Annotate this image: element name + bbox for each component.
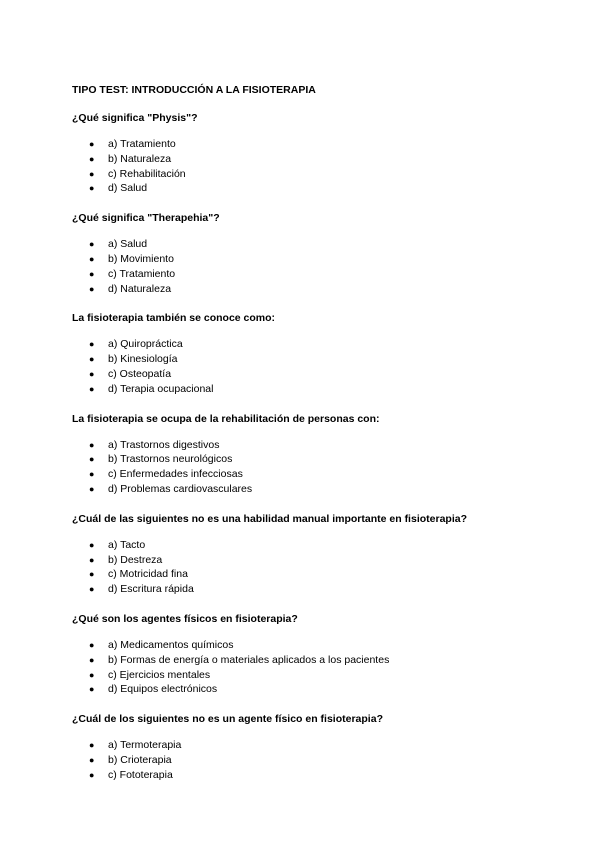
list-item	[72, 152, 542, 167]
option-label: a) Tacto	[108, 538, 146, 551]
bullet-icon: ●	[89, 439, 95, 450]
option-label: c) Ejercicios mentales	[108, 668, 211, 681]
option-label: a) Quiropráctica	[108, 338, 183, 351]
list-item	[72, 382, 542, 397]
list-item	[72, 137, 542, 152]
option-label: b) Formas de energía o materiales aplicados a los pacientes	[108, 653, 390, 666]
bullet-icon: ●	[89, 383, 95, 394]
bullet-icon: ●	[89, 354, 95, 365]
question-text: ¿Qué significa "Physis"?	[72, 112, 198, 124]
option-list	[72, 438, 542, 497]
bullet-icon: ●	[89, 639, 95, 650]
bullet-icon: ●	[89, 669, 95, 680]
option-label: c) Tratamiento	[108, 267, 176, 280]
bullet-icon: ●	[89, 684, 95, 695]
option-label: c) Fototerapia	[108, 768, 173, 781]
list-item	[72, 553, 542, 568]
option-label: b) Trastornos neurológicos	[108, 453, 233, 466]
option-label: b) Destreza	[108, 553, 163, 566]
option-list	[72, 738, 542, 782]
list-item	[72, 337, 542, 352]
option-label: d) Salud	[108, 182, 148, 195]
option-label: c) Rehabilitación	[108, 167, 186, 180]
question-block	[72, 712, 542, 782]
question-block	[72, 211, 542, 296]
bullet-icon: ●	[89, 483, 95, 494]
option-label: a) Medicamentos químicos	[108, 638, 234, 651]
option-label: a) Tratamiento	[108, 138, 176, 150]
option-label: c) Motricidad fina	[108, 568, 188, 581]
option-label: a) Salud	[108, 238, 148, 251]
bullet-icon: ●	[89, 183, 95, 194]
list-item	[72, 682, 542, 697]
bullet-icon: ●	[89, 569, 95, 580]
list-item	[72, 252, 542, 267]
question-block	[72, 111, 542, 196]
list-item	[72, 237, 542, 252]
document-page	[72, 83, 542, 783]
bullet-icon: ●	[89, 740, 95, 751]
bullet-icon: ●	[89, 339, 95, 350]
option-label: b) Movimiento	[108, 252, 174, 265]
option-label: d) Naturaleza	[108, 282, 172, 295]
option-label: a) Termoterapia	[108, 739, 182, 752]
option-label: a) Trastornos digestivos	[108, 438, 220, 451]
question-block	[72, 311, 542, 396]
question-text: La fisioterapia se ocupa de la rehabilitación de personas con:	[72, 412, 380, 425]
bullet-icon: ●	[89, 153, 95, 164]
question-text: ¿Qué significa "Therapehia"?	[72, 212, 220, 225]
question-text: ¿Cuál de las siguientes no es una habilidad manual importante en fisioterapia?	[72, 512, 467, 525]
bullet-icon: ●	[89, 268, 95, 279]
list-item	[72, 653, 542, 668]
list-item	[72, 567, 542, 582]
question-text: ¿Qué son los agentes físicos en fisioterapia?	[72, 612, 298, 625]
question-block	[72, 412, 542, 497]
list-item	[72, 768, 542, 783]
option-label: c) Enfermedades infecciosas	[108, 468, 243, 481]
list-item	[72, 267, 542, 282]
bullet-icon: ●	[89, 283, 95, 294]
bullet-icon: ●	[89, 769, 95, 780]
list-item	[72, 467, 542, 482]
page-title: TIPO TEST: INTRODUCCIÓN A LA FISIOTERAPIA	[72, 84, 316, 96]
list-item	[72, 538, 542, 553]
bullet-icon: ●	[89, 253, 95, 264]
option-label: d) Escritura rápida	[108, 583, 194, 596]
bullet-icon: ●	[89, 654, 95, 665]
question-text: La fisioterapia también se conoce como:	[72, 312, 276, 325]
option-label: b) Crioterapia	[108, 753, 172, 766]
option-list	[72, 237, 542, 296]
list-item	[72, 438, 542, 453]
option-label: d) Terapia ocupacional	[108, 382, 214, 395]
question-text: ¿Cuál de los siguientes no es un agente físico en fisioterapia?	[72, 713, 383, 726]
bullet-icon: ●	[89, 554, 95, 565]
option-list	[72, 137, 542, 196]
list-item	[72, 638, 542, 653]
bullet-icon: ●	[89, 368, 95, 379]
option-label: d) Equipos electrónicos	[108, 683, 218, 696]
question-list	[72, 111, 542, 783]
list-item	[72, 352, 542, 367]
option-list	[72, 337, 542, 396]
list-item	[72, 738, 542, 753]
option-list	[72, 638, 542, 697]
option-label: d) Problemas cardiovasculares	[108, 482, 253, 495]
list-item	[72, 452, 542, 467]
list-item	[72, 167, 542, 182]
question-block	[72, 612, 542, 697]
list-item	[72, 753, 542, 768]
bullet-icon: ●	[89, 539, 95, 550]
bullet-icon: ●	[89, 584, 95, 595]
bullet-icon: ●	[89, 139, 95, 149]
list-item	[72, 668, 542, 683]
list-item	[72, 582, 542, 597]
bullet-icon: ●	[89, 454, 95, 465]
list-item	[72, 181, 542, 196]
bullet-icon: ●	[89, 168, 95, 179]
option-label: b) Kinesiología	[108, 353, 178, 366]
bullet-icon: ●	[89, 239, 95, 250]
question-block	[72, 512, 542, 597]
option-list	[72, 538, 542, 597]
option-label: b) Naturaleza	[108, 152, 172, 165]
bullet-icon: ●	[89, 469, 95, 480]
list-item	[72, 367, 542, 382]
list-item	[72, 282, 542, 297]
list-item	[72, 482, 542, 497]
option-label: c) Osteopatía	[108, 367, 172, 380]
bullet-icon: ●	[89, 754, 95, 765]
